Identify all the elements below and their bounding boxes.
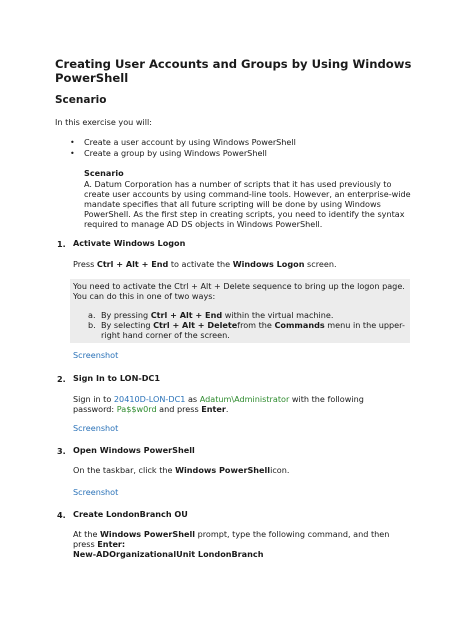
option-a: By pressing Ctrl + Alt + End within the virtual machine. [101, 310, 334, 320]
note-line: You need to activate the Ctrl + Alt + Delete sequence to bring up the logon page. [73, 281, 405, 291]
note-line: You can do this in one of two ways: [73, 291, 216, 301]
screenshot-link[interactable]: Screenshot [73, 423, 119, 433]
bullet-dot: • [70, 138, 75, 147]
scenario-heading: Scenario [55, 94, 107, 106]
scenario-line: required to manage AD DS objects in Windows PowerShell. [84, 219, 323, 229]
scenario-line: A. Datum Corporation has a number of scripts that it has used previously to [84, 179, 392, 189]
step-title: Activate Windows Logon [73, 238, 186, 248]
bullet-item: Create a user account by using Windows PowerShell [84, 137, 296, 147]
step-instruction-continued: press Enter: [73, 539, 126, 549]
screenshot-link[interactable]: Screenshot [73, 487, 119, 497]
step-number: 4. [57, 510, 66, 520]
step-title: Open Windows PowerShell [73, 445, 195, 455]
step-number: 3. [57, 446, 66, 456]
scenario-line: PowerShell. As the first step in creating scripts, you need to identify the syntax [84, 209, 405, 219]
scenario-line: create user accounts by using command-line tools. However, an enterprise-wide [84, 189, 411, 199]
scenario-line: mandate specifies that all future scripting will be done by using Windows [84, 199, 381, 209]
screenshot-link[interactable]: Screenshot [73, 350, 119, 360]
intro-text: In this exercise you will: [55, 117, 152, 127]
step-instruction: Press Ctrl + Alt + End to activate the Windows Logon screen. [73, 259, 337, 269]
step-number: 2. [57, 374, 66, 384]
scenario-box-heading: Scenario [84, 168, 124, 178]
title-line-1: Creating User Accounts and Groups by Using Windows [55, 57, 412, 71]
bullet-dot: • [70, 149, 75, 158]
step-instruction: At the Windows PowerShell prompt, type the following command, and then [73, 529, 390, 539]
document-title [55, 57, 425, 85]
option-b: By selecting Ctrl + Alt + Deletefrom the Commands menu in the upper- [101, 320, 405, 330]
step-instruction: Sign in to 20410D-LON-DC1 as Adatum\Administrator with the following [73, 394, 364, 404]
command-text: New-ADOrganizationalUnit LondonBranch [73, 549, 264, 559]
title-line-2: PowerShell [55, 71, 129, 85]
bullet-item: Create a group by using Windows PowerShell [84, 148, 267, 158]
step-instruction-continued: password: Pa$$w0rd and press Enter. [73, 404, 229, 414]
step-number: 1. [57, 239, 66, 249]
step-title: Create LondonBranch OU [73, 509, 188, 519]
option-b-continued: right hand corner of the screen. [101, 330, 230, 340]
option-marker: b. [88, 320, 96, 330]
step-instruction: On the taskbar, click the Windows PowerShellicon. [73, 465, 290, 475]
option-marker: a. [88, 310, 96, 320]
step-title: Sign In to LON-DC1 [73, 373, 160, 383]
